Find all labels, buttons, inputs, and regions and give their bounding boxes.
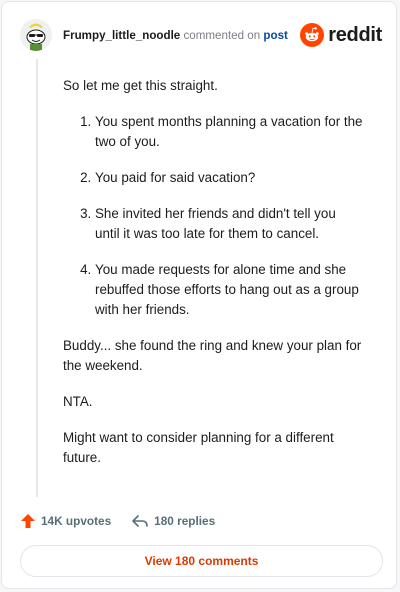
thread-line[interactable] [36, 59, 38, 497]
username-link[interactable]: Frumpy_little_noodle [63, 28, 181, 42]
comment-card [1, 1, 397, 589]
list-item: 3. She invited her friends and didn't tell you until it was too late for them to cancel. [95, 204, 363, 244]
reply-button[interactable] [131, 513, 215, 529]
upvote-count: 14K upvotes [41, 514, 112, 528]
comment-intro: So let me get this straight. [63, 78, 218, 93]
comment-paragraph: Buddy... she found the ring and knew your plan for the weekend. [63, 338, 362, 373]
reddit-alien-icon [300, 23, 324, 47]
view-comments-button[interactable]: View 180 comments [20, 545, 383, 577]
list-item: 4. You made requests for alone time and she rebuffed those efforts to hang out as a group with her friends. [95, 260, 363, 320]
upvote-arrow-icon [20, 513, 36, 529]
reddit-logo[interactable] [300, 23, 382, 47]
comment-paragraph: NTA. [63, 394, 93, 409]
upvote-button[interactable] [20, 513, 111, 529]
comment-list [63, 112, 363, 320]
comment-meta [63, 29, 300, 42]
commented-on-text: commented on [183, 28, 261, 42]
comment-header [20, 18, 382, 52]
snoo-avatar-icon [20, 19, 52, 51]
list-item: 1. You spent months planning a vacation for the two of you. [95, 112, 363, 152]
list-item: 2. You paid for said vacation? [95, 168, 363, 188]
comment-paragraph: Might want to consider planning for a different future. [63, 430, 334, 465]
comment-actions [20, 510, 215, 532]
comment-body [63, 76, 363, 484]
post-link[interactable]: post [263, 28, 288, 42]
reply-arrow-icon [131, 513, 149, 529]
reply-count: 180 replies [154, 514, 216, 528]
reddit-wordmark: reddit [328, 23, 382, 46]
avatar[interactable] [20, 19, 52, 51]
